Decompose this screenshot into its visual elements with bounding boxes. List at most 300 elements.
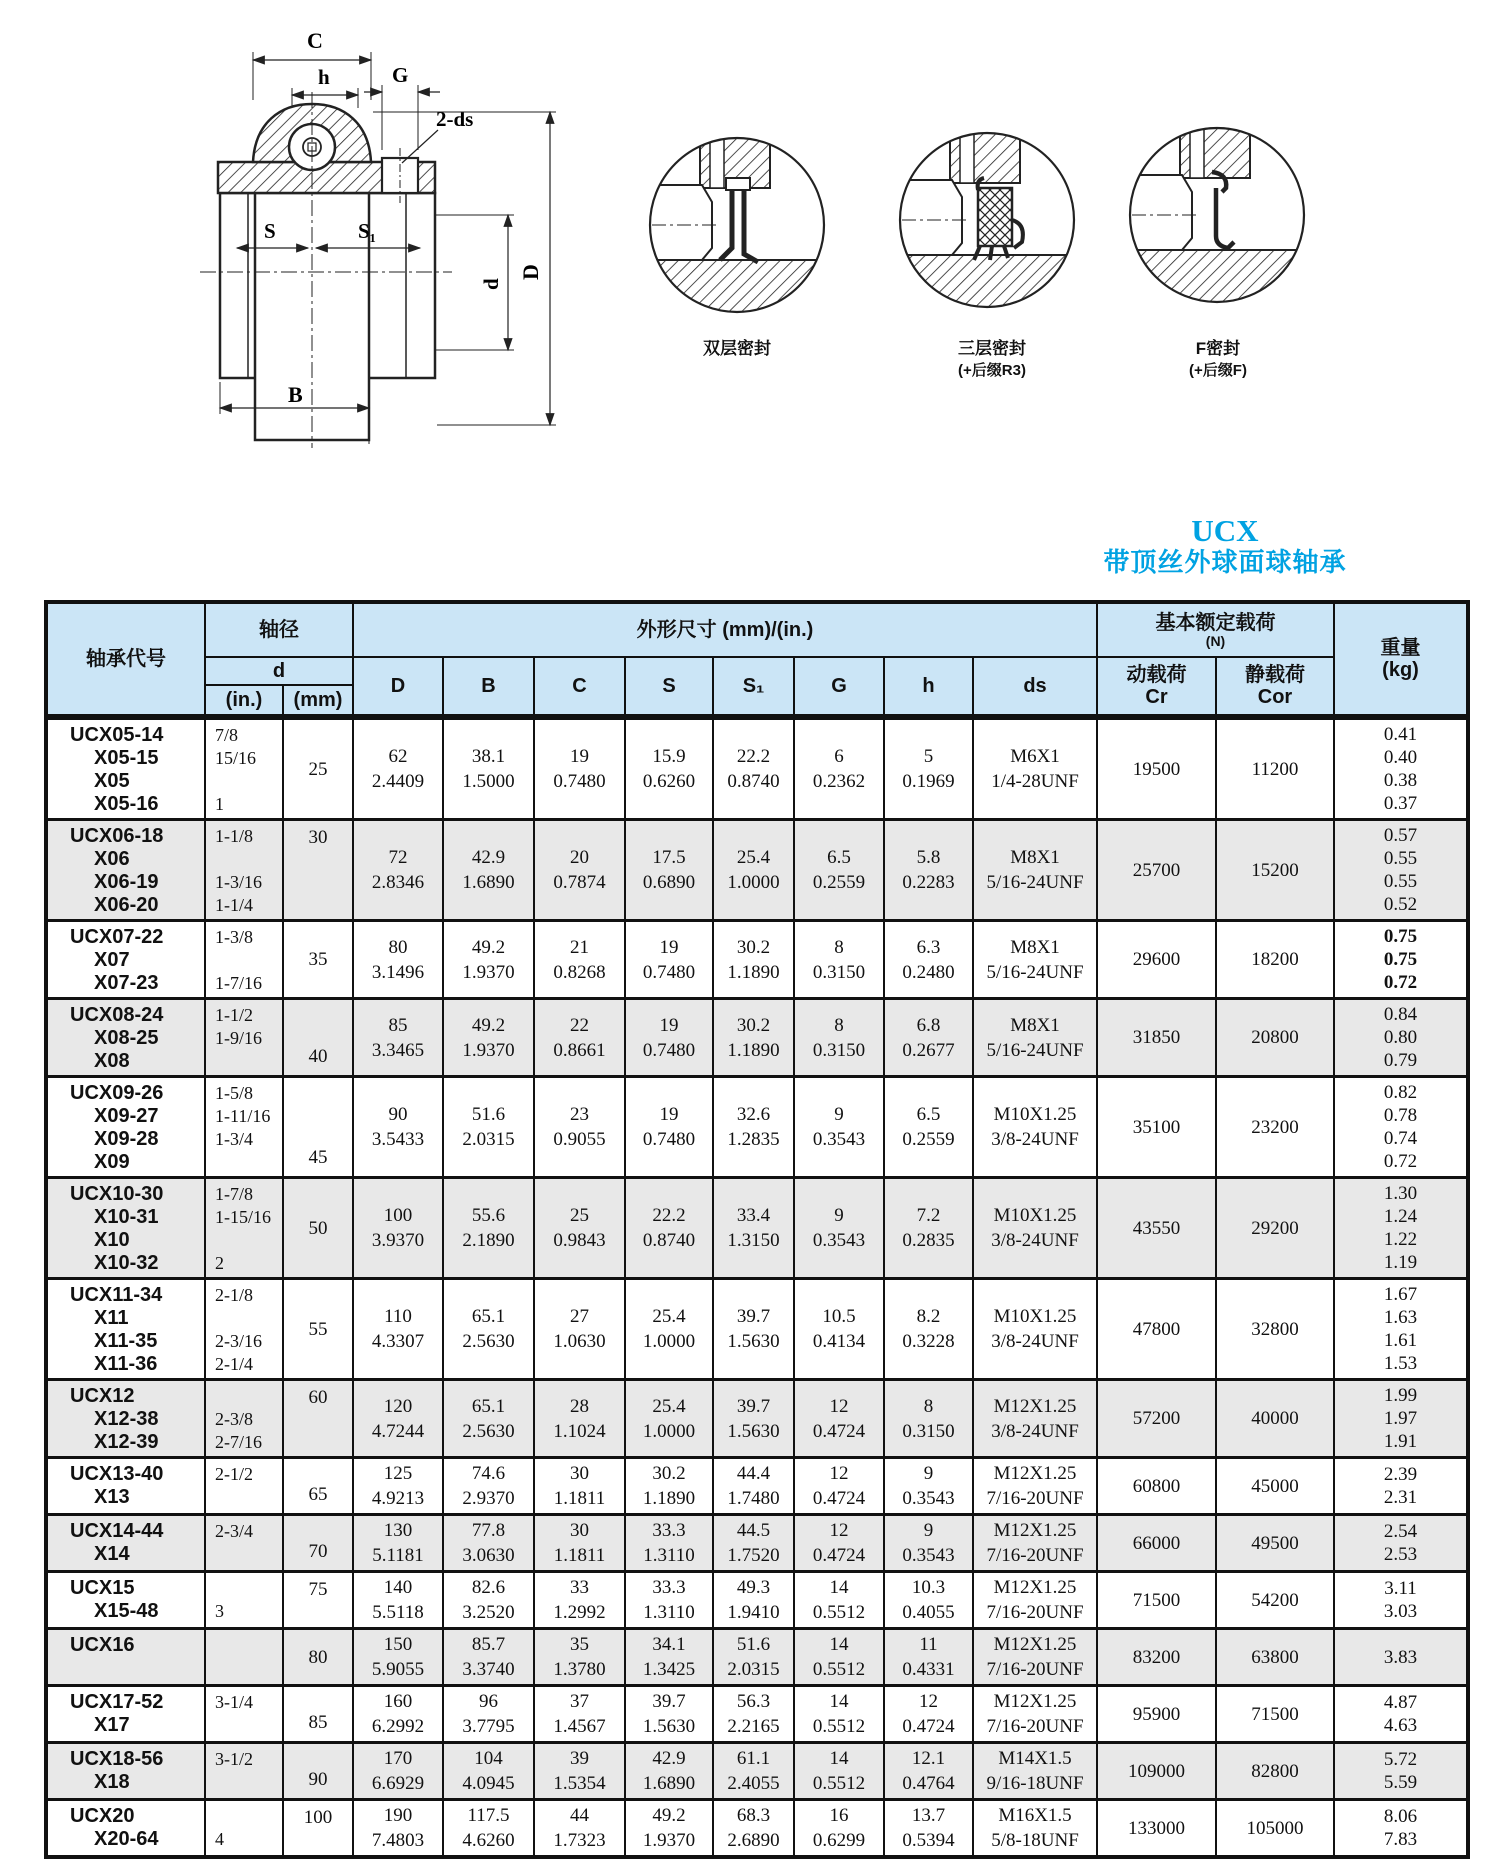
bearing-code: X08 <box>94 1050 130 1072</box>
G-value-inch: 0.2362 <box>812 771 866 792</box>
bearing-code: UCX05-14 <box>70 724 164 746</box>
S1-value-mm: 44.4 <box>736 1463 771 1484</box>
cell-static-load <box>1215 720 1333 818</box>
shaft-dia-inch: 1-9/16 <box>215 1028 262 1048</box>
bearing-code: X05 <box>94 770 130 792</box>
dynamic-load-value: 29600 <box>1132 949 1181 970</box>
cell-S <box>624 1381 712 1456</box>
dynamic-load-value: 31850 <box>1132 1027 1181 1048</box>
cell-dynamic-load <box>1096 1630 1215 1684</box>
cell-shaft-inches <box>204 821 282 919</box>
cell-dynamic-load <box>1096 1573 1215 1627</box>
bearing-code: UCX11-34 <box>70 1284 163 1306</box>
cell-S1 <box>712 821 793 919</box>
cell-bearing-codes <box>48 1801 204 1855</box>
cell-h <box>883 1280 972 1378</box>
ds-value-inch: 3/8-24UNF <box>991 1420 1079 1442</box>
dynamic-load-value: 35100 <box>1132 1116 1181 1138</box>
cell-ds <box>972 821 1096 919</box>
cell-G <box>793 1078 883 1176</box>
weight-value: 1.63 <box>1383 1307 1418 1328</box>
weight-value: 8.06 <box>1383 1806 1418 1827</box>
h-value-inch: 0.5394 <box>902 1830 955 1851</box>
G-value-mm: 6 <box>834 746 844 767</box>
table-row-UCX17-52 <box>48 1684 1466 1741</box>
S-value-mm: 33.3 <box>652 1520 686 1541</box>
h-value-inch: 0.4055 <box>902 1602 955 1623</box>
h-value-inch: 0.4764 <box>902 1773 955 1794</box>
C-value-mm: 22 <box>570 1014 589 1036</box>
dynamic-load-value: 109000 <box>1128 1760 1185 1782</box>
weight-value: 0.75 <box>1383 926 1418 947</box>
D-value-inch: 5.1181 <box>372 1545 424 1566</box>
C-value-mm: 20 <box>570 847 589 868</box>
ds-value-mm: M12X1.25 <box>993 1520 1077 1541</box>
S-value-inch: 1.3110 <box>643 1545 695 1566</box>
table-row-UCX08-24 <box>48 997 1466 1075</box>
cell-dynamic-load <box>1096 1280 1215 1378</box>
bearing-code: X13 <box>94 1486 130 1508</box>
cell-ds <box>972 1687 1096 1741</box>
C-value-mm: 19 <box>570 746 589 767</box>
weight-value: 2.39 <box>1383 1464 1418 1485</box>
G-value-inch: 0.2559 <box>812 872 866 893</box>
G-value-mm: 16 <box>829 1805 849 1826</box>
static-load-value: 29200 <box>1251 1217 1299 1239</box>
cell-S <box>624 821 712 919</box>
weight-value: 1.19 <box>1383 1252 1418 1273</box>
weight-value: 0.74 <box>1383 1128 1418 1149</box>
seal-caption-text: F密封 <box>1195 339 1241 358</box>
S-value-inch: 1.5630 <box>642 1716 696 1737</box>
G-value-inch: 0.3543 <box>812 1129 866 1150</box>
cell-G <box>793 922 883 997</box>
h-value-mm: 12.1 <box>911 1748 946 1769</box>
S-value-inch: 1.9370 <box>642 1830 696 1851</box>
ds-value-mm: M12X1.25 <box>993 1691 1077 1712</box>
S1-value-inch: 1.3150 <box>727 1230 780 1251</box>
dynamic-load-value: 133000 <box>1128 1817 1185 1839</box>
C-value-mm: 25 <box>570 1205 589 1226</box>
cell-shaft-inches <box>204 1744 282 1798</box>
bearing-code: X09-28 <box>94 1128 159 1150</box>
header-dynamic-load <box>1096 656 1215 714</box>
bearing-code: X05-16 <box>94 793 159 815</box>
spec-table <box>44 600 1470 1859</box>
h-value-mm: 10.3 <box>911 1577 946 1598</box>
header-col-S1: S₁ <box>712 656 793 714</box>
shaft-dia-inch: 1-3/4 <box>215 1129 253 1149</box>
ds-value-mm: M8X1 <box>1010 1014 1060 1036</box>
cell-ds <box>972 720 1096 818</box>
static-load-value: 54200 <box>1251 1589 1299 1611</box>
table-row-UCX10-30 <box>48 1176 1466 1277</box>
cell-h <box>883 1630 972 1684</box>
table-row-UCX15 <box>48 1570 1466 1627</box>
cell-D <box>352 1516 442 1570</box>
dynamic-load-value: 47800 <box>1132 1318 1181 1340</box>
G-value-mm: 12 <box>829 1395 849 1417</box>
G-value-mm: 8 <box>834 936 844 958</box>
cell-h <box>883 922 972 997</box>
cell-static-load <box>1215 1280 1333 1378</box>
S-value-mm: 49.2 <box>652 1805 686 1826</box>
cell-S1 <box>712 1179 793 1277</box>
cell-B <box>442 1000 533 1075</box>
cell-bearing-codes <box>48 1687 204 1741</box>
cell-B <box>442 922 533 997</box>
weight-value: 1.67 <box>1383 1284 1418 1305</box>
cell-C <box>533 1078 624 1176</box>
G-value-mm: 14 <box>829 1634 849 1655</box>
weight-value: 7.83 <box>1383 1829 1418 1850</box>
shaft-dia-inch: 1-3/16 <box>215 872 262 892</box>
cell-S1 <box>712 1573 793 1627</box>
cell-bearing-codes <box>48 720 204 818</box>
dim-label-D: D <box>518 264 543 280</box>
ds-value-mm: M10X1.25 <box>993 1104 1077 1125</box>
cell-ds <box>972 1459 1096 1513</box>
D-value-inch: 2.4409 <box>371 771 425 792</box>
S-value-mm: 19 <box>659 1014 679 1036</box>
h-value-mm: 5 <box>923 746 934 767</box>
cell-bearing-codes <box>48 821 204 919</box>
weight-value: 1.22 <box>1383 1229 1418 1250</box>
weight-value: 0.78 <box>1383 1105 1418 1126</box>
B-value-mm: 96 <box>479 1691 498 1712</box>
D-value-inch: 3.1496 <box>371 961 425 983</box>
cell-shaft-inches <box>204 922 282 997</box>
B-value-inch: 2.0315 <box>462 1129 515 1150</box>
S-value-inch: 1.6890 <box>642 1773 696 1794</box>
shaft-dia-inch: 2-1/4 <box>215 1354 253 1374</box>
B-value-mm: 49.2 <box>471 936 506 958</box>
cell-C <box>533 1801 624 1855</box>
ds-value-mm: M10X1.25 <box>993 1205 1077 1226</box>
weight-value: 2.31 <box>1383 1487 1418 1508</box>
h-value-mm: 8 <box>923 1395 934 1417</box>
table-body <box>48 717 1466 1855</box>
S-value-mm: 30.2 <box>652 1463 686 1484</box>
weight-value: 1.99 <box>1383 1385 1418 1406</box>
C-value-inch: 0.8661 <box>553 1039 606 1061</box>
C-value-inch: 1.0630 <box>553 1331 606 1352</box>
cell-bearing-codes <box>48 1459 204 1513</box>
cell-ds <box>972 1630 1096 1684</box>
cell-C <box>533 720 624 818</box>
C-value-inch: 1.1024 <box>553 1420 606 1442</box>
bearing-code: X08-25 <box>94 1027 159 1049</box>
header-basic-load <box>1096 604 1333 656</box>
D-value-mm: 190 <box>383 1805 413 1826</box>
cell-ds <box>972 1000 1096 1075</box>
shaft-dia-inch: 1-5/8 <box>215 1083 253 1103</box>
dim-label-C: C <box>307 28 323 53</box>
weight-value: 1.97 <box>1383 1408 1418 1429</box>
G-value-mm: 9 <box>834 1205 844 1226</box>
header-col-h: h <box>883 656 972 714</box>
header-dimensions: 外形尺寸 (mm)/(in.) <box>352 604 1096 656</box>
B-value-inch: 2.5630 <box>462 1331 515 1352</box>
S1-value-inch: 1.9410 <box>727 1602 780 1623</box>
S-value-mm: 25.4 <box>652 1395 686 1417</box>
C-value-mm: 21 <box>570 936 589 958</box>
cell-bearing-codes <box>48 922 204 997</box>
C-value-mm: 23 <box>570 1104 589 1125</box>
cell-C <box>533 1687 624 1741</box>
G-value-mm: 12 <box>829 1463 849 1484</box>
C-value-inch: 1.1811 <box>553 1545 606 1566</box>
weight-value: 1.61 <box>1383 1330 1418 1351</box>
ds-value-inch: 5/16-24UNF <box>986 872 1084 893</box>
bearing-code: UCX09-26 <box>70 1082 164 1104</box>
weight-value: 0.72 <box>1383 972 1418 993</box>
cell-S1 <box>712 1801 793 1855</box>
S1-value-inch: 2.2165 <box>727 1716 780 1737</box>
cell-C <box>533 922 624 997</box>
S1-value-inch: 2.0315 <box>727 1659 780 1680</box>
ds-value-mm: M10X1.25 <box>993 1306 1077 1327</box>
header-weight-unit: (kg) <box>1382 659 1419 681</box>
weight-value: 5.59 <box>1383 1772 1418 1793</box>
cell-D <box>352 1573 442 1627</box>
ds-value-inch: 1/4-28UNF <box>991 771 1079 792</box>
cell-G <box>793 1801 883 1855</box>
cell-dynamic-load <box>1096 922 1215 997</box>
cell-G <box>793 1381 883 1456</box>
cell-bearing-codes <box>48 1744 204 1798</box>
static-load-value: 105000 <box>1246 1817 1304 1839</box>
cell-shaft-inches <box>204 1630 282 1684</box>
cell-C <box>533 1179 624 1277</box>
header-col-C: C <box>533 656 624 714</box>
cell-weight <box>1333 1573 1466 1627</box>
seal-caption-text: 双层密封 <box>703 339 771 358</box>
h-value-mm: 8.2 <box>916 1306 941 1327</box>
cell-bearing-codes <box>48 1000 204 1075</box>
cell-ds <box>972 1280 1096 1378</box>
weight-value: 5.72 <box>1383 1749 1418 1770</box>
header-col-ds: ds <box>972 656 1096 714</box>
static-load-value: 23200 <box>1251 1116 1299 1138</box>
C-value-mm: 44 <box>570 1805 589 1826</box>
ds-value-inch: 3/8-24UNF <box>991 1230 1079 1251</box>
B-value-inch: 3.7795 <box>462 1716 515 1737</box>
cell-bearing-codes <box>48 1280 204 1378</box>
cell-h <box>883 1179 972 1277</box>
cell-S1 <box>712 1687 793 1741</box>
cell-bearing-codes <box>48 1630 204 1684</box>
shaft-dia-mm: 60 <box>308 1387 328 1408</box>
shaft-dia-mm: 75 <box>308 1579 328 1600</box>
cell-weight <box>1333 1801 1466 1855</box>
D-value-mm: 160 <box>383 1691 413 1712</box>
h-value-mm: 6.8 <box>916 1014 941 1036</box>
B-value-inch: 2.9370 <box>462 1488 515 1509</box>
cell-shaft-mm <box>282 922 352 997</box>
S1-value-mm: 30.2 <box>736 1014 771 1036</box>
cell-h <box>883 1573 972 1627</box>
B-value-mm: 77.8 <box>471 1520 506 1541</box>
cell-shaft-inches <box>204 1000 282 1075</box>
h-value-mm: 12 <box>919 1691 938 1712</box>
cell-shaft-mm <box>282 1573 352 1627</box>
bearing-code: X12-38 <box>94 1408 159 1430</box>
S1-value-mm: 39.7 <box>736 1395 771 1417</box>
bearing-code: UCX08-24 <box>70 1004 164 1026</box>
static-load-value: 45000 <box>1251 1475 1299 1497</box>
B-value-mm: 42.9 <box>471 847 506 868</box>
header-shaft-dia: 轴径 <box>204 604 352 656</box>
cell-shaft-mm <box>282 821 352 919</box>
bearing-code: X06-19 <box>94 871 159 893</box>
cell-dynamic-load <box>1096 821 1215 919</box>
S-value-inch: 1.3425 <box>642 1659 696 1680</box>
weight-value: 0.80 <box>1383 1027 1418 1048</box>
S1-value-mm: 33.4 <box>736 1205 771 1226</box>
D-value-mm: 130 <box>383 1520 413 1541</box>
cell-B <box>442 1744 533 1798</box>
weight-value: 0.57 <box>1383 825 1418 846</box>
cell-S1 <box>712 1459 793 1513</box>
cell-B <box>442 1573 533 1627</box>
cell-D <box>352 1280 442 1378</box>
dim-label-d: d <box>479 278 503 290</box>
weight-value: 0.72 <box>1383 1151 1418 1172</box>
weight-value: 4.63 <box>1383 1715 1418 1736</box>
C-value-mm: 30 <box>570 1463 589 1484</box>
S1-value-mm: 44.5 <box>736 1520 771 1541</box>
shaft-dia-mm: 30 <box>308 827 328 848</box>
B-value-mm: 104 <box>474 1748 503 1769</box>
h-value-inch: 0.2835 <box>902 1230 955 1251</box>
shaft-dia-inch: 1-3/8 <box>215 927 253 947</box>
bearing-code: UCX15 <box>70 1577 135 1599</box>
D-value-mm: 62 <box>388 746 408 767</box>
cell-S <box>624 1744 712 1798</box>
cell-weight <box>1333 922 1466 997</box>
cell-B <box>442 720 533 818</box>
cell-weight <box>1333 1687 1466 1741</box>
cell-h <box>883 1000 972 1075</box>
shaft-dia-inch: 1-15/16 <box>215 1207 271 1227</box>
header-d: d <box>204 656 352 684</box>
bearing-code: UCX13-40 <box>70 1463 164 1485</box>
cell-G <box>793 720 883 818</box>
cell-shaft-inches <box>204 1280 282 1378</box>
h-value-inch: 0.2559 <box>902 1129 955 1150</box>
cell-G <box>793 1280 883 1378</box>
seal-caption-suffix: (+后缀R3) <box>958 362 1026 379</box>
shaft-dia-inch: 2-3/4 <box>215 1521 253 1541</box>
S1-value-inch: 1.5630 <box>727 1331 780 1352</box>
cell-G <box>793 1687 883 1741</box>
cell-D <box>352 1744 442 1798</box>
cell-C <box>533 1459 624 1513</box>
cell-shaft-mm <box>282 720 352 818</box>
shaft-dia-inch <box>206 770 282 793</box>
shaft-dia-inch: 1-7/8 <box>215 1184 253 1204</box>
cell-ds <box>972 1516 1096 1570</box>
B-value-inch: 1.9370 <box>462 961 515 983</box>
dim-label-h: h <box>318 65 330 89</box>
G-value-mm: 10.5 <box>822 1306 856 1327</box>
cell-bearing-codes <box>48 1516 204 1570</box>
shaft-dia-inch: 15/16 <box>215 748 257 768</box>
cell-static-load <box>1215 922 1333 997</box>
cell-dynamic-load <box>1096 1000 1215 1075</box>
h-value-mm: 13.7 <box>911 1805 946 1826</box>
bearing-code: UCX17-52 <box>70 1691 164 1713</box>
dynamic-load-value: 19500 <box>1132 758 1181 780</box>
cell-G <box>793 1459 883 1513</box>
cell-S1 <box>712 1381 793 1456</box>
D-value-inch: 7.4803 <box>371 1830 425 1851</box>
C-value-inch: 0.7480 <box>553 771 606 792</box>
shaft-dia-inch: 1-1/2 <box>215 1005 253 1025</box>
cell-static-load <box>1215 821 1333 919</box>
shaft-dia-inch: 7/8 <box>215 725 239 745</box>
cell-weight <box>1333 1179 1466 1277</box>
weight-value: 0.37 <box>1383 793 1418 814</box>
cell-S <box>624 1516 712 1570</box>
B-value-inch: 3.0630 <box>462 1545 515 1566</box>
S-value-mm: 33.3 <box>652 1577 686 1598</box>
cell-bearing-codes <box>48 1179 204 1277</box>
S-value-mm: 39.7 <box>652 1691 686 1712</box>
G-value-inch: 0.4724 <box>812 1420 866 1442</box>
S1-value-mm: 51.6 <box>736 1634 771 1655</box>
C-value-inch: 1.1811 <box>553 1488 606 1509</box>
G-value-inch: 0.4724 <box>812 1545 866 1566</box>
weight-value: 3.11 <box>1384 1578 1417 1599</box>
bearing-code: X05-15 <box>94 747 159 769</box>
weight-value: 0.55 <box>1383 848 1418 869</box>
cell-h <box>883 1078 972 1176</box>
S1-value-inch: 1.0000 <box>727 872 780 893</box>
ds-value-inch: 7/16-20UNF <box>986 1488 1084 1509</box>
G-value-mm: 8 <box>834 1014 844 1036</box>
C-value-mm: 30 <box>570 1520 589 1541</box>
cell-D <box>352 720 442 818</box>
ds-value-inch: 7/16-20UNF <box>986 1545 1084 1566</box>
cell-G <box>793 1000 883 1075</box>
cell-B <box>442 821 533 919</box>
shaft-dia-mm: 35 <box>308 949 328 970</box>
cell-C <box>533 1573 624 1627</box>
static-load-value: 32800 <box>1251 1318 1299 1340</box>
cell-ds <box>972 1078 1096 1176</box>
cell-G <box>793 1573 883 1627</box>
cell-shaft-mm <box>282 1078 352 1176</box>
weight-value: 0.75 <box>1383 949 1418 970</box>
G-value-inch: 0.5512 <box>812 1773 866 1794</box>
D-value-inch: 4.3307 <box>371 1331 425 1352</box>
weight-value: 0.79 <box>1383 1050 1418 1071</box>
ds-value-inch: 5/8-18UNF <box>991 1830 1079 1851</box>
cell-weight <box>1333 1078 1466 1176</box>
ds-value-mm: M12X1.25 <box>993 1395 1077 1417</box>
dynamic-load-value: 60800 <box>1132 1475 1181 1497</box>
D-value-mm: 110 <box>384 1306 412 1327</box>
table-row-UCX13-40 <box>48 1456 1466 1513</box>
cell-static-load <box>1215 1381 1333 1456</box>
cell-ds <box>972 1744 1096 1798</box>
cell-shaft-mm <box>282 1630 352 1684</box>
cell-dynamic-load <box>1096 1381 1215 1456</box>
bearing-code: X14 <box>94 1543 130 1565</box>
bearing-code: X18 <box>94 1771 130 1793</box>
